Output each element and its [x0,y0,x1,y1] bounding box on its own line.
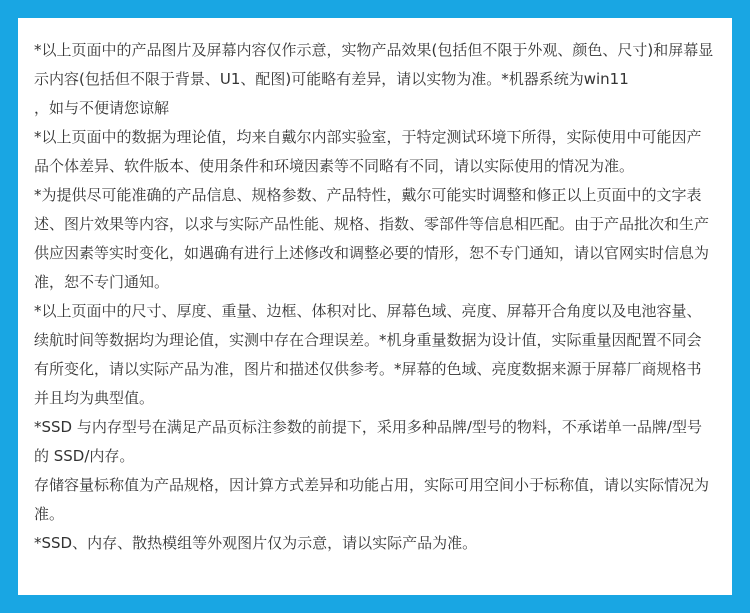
disclaimer-paragraph-dimensions: *以上页面中的尺寸、厚度、重量、边框、体积对比、屏幕色域、亮度、屏幕开合角度以及电池容量、续航时间等数据均为理论值，实测中存在合理误差。*机身重量数据为设计值，实际重量因配置不同会有所变化，请以实际产品为准，图片和描述仅供参考。*屏幕的色域、亮度数据来源于屏幕厂商规格书并且均为典型值。 [34,302,702,407]
disclaimer-paragraph-lab-data: *以上页面中的数据为理论值，均来自戴尔内部实验室，于特定测试环境下所得，实际使用中可能因产品个体差异、软件版本、使用条件和环境因素等不同略有不同，请以实际使用的情况为准。 [34,128,702,175]
disclaimer-paragraph-info-updates: *为提供尽可能准确的产品信息、规格参数、产品特性，戴尔可能实时调整和修正以上页面中的文字表述、图片效果等内容，以求与实际产品性能、规格、指数、零部件等信息相匹配。由于产品批次和生产供应因素等实时变化，如遇确有进行上述修改和调整必要的情形，恕不专门通知，请以官网实时信息为准，恕不专门通知。 [34,186,710,291]
disclaimer-paragraph-display: *以上页面中的产品图片及屏幕内容仅作示意，实物产品效果(包括但不限于外观、颜色、尺寸)和屏幕显示内容(包括但不限于背景、U1、配图)可能略有差异，请以实物为准。*机器系统为win11 ，如与不便请您谅解 [34,41,714,117]
disclaimer-paragraph-ssd-memory: *SSD 与内存型号在满足产品页标注参数的前提下，采用多种品牌/型号的物料，不承诺单一品牌/型号的 SSD/内存。 [34,418,702,465]
disclaimer-paragraph-images: *SSD、内存、散热模组等外观图片仅为示意，请以实际产品为准。 [34,534,478,552]
disclaimer-panel [18,18,732,595]
disclaimer-paragraph-storage: 存储容量标称值为产品规格，因计算方式差异和功能占用，实际可用空间小于标称值，请以实际情况为准。 [34,476,710,523]
